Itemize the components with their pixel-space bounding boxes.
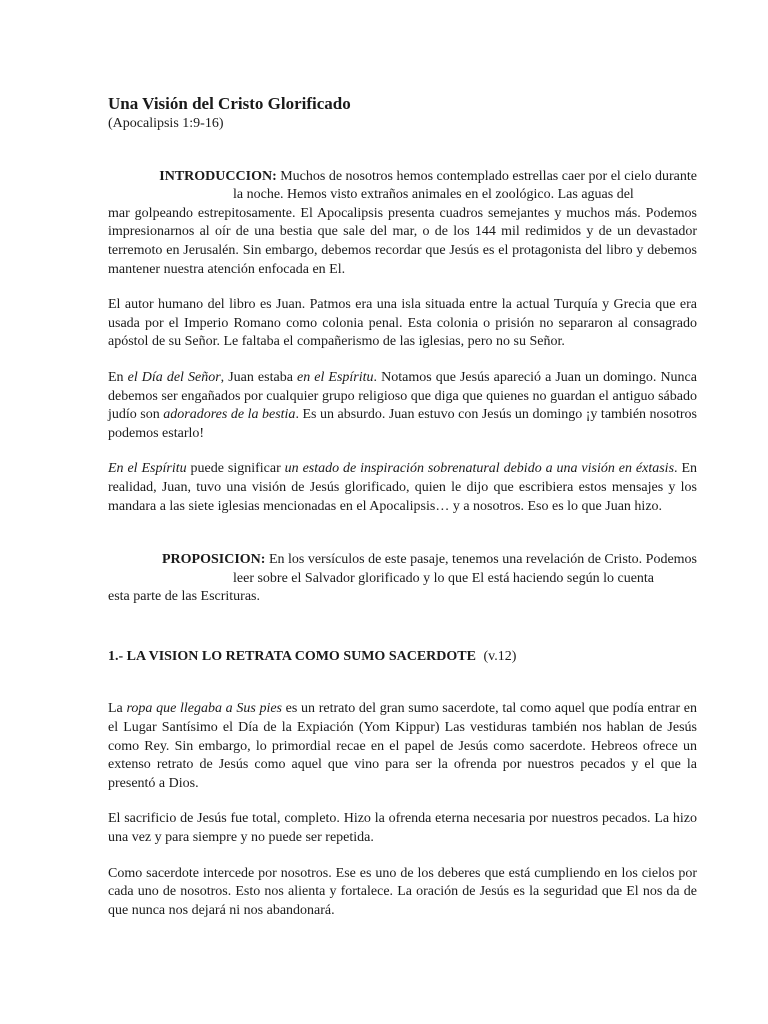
section-heading-text: 1.- LA VISION LO RETRATA COMO SUMO SACERDOTE	[108, 648, 476, 664]
intercession-paragraph: Como sacerdote intercede por nosotros. Ese es uno de los deberes que está cumpliendo en los cielos por cada uno de nosotros. Esto nos alienta y fortalece. La oración de Jesús es la seguridad que El nos da de que nunca nos dejará ni nos abandonará.	[108, 865, 697, 918]
introduction-first-line: INTRODUCCION: Muchos de nosotros hemos contemplado estrellas caer por el cielo durante	[159, 168, 697, 184]
document-page	[108, 94, 697, 920]
introduction-label: INTRODUCCION:	[159, 168, 277, 184]
proposition-paragraph	[108, 551, 697, 607]
author-paragraph: El autor humano del libro es Juan. Patmos era una isla situada entre la actual Turquía y Grecia que era usada por el Imperio Romano como colonia penal. Esta colonia o prisión no separaron al consagrado apóstol de su Señor. Le faltaba el compañerismo de las iglesias, pero no su Señor.	[108, 297, 697, 350]
section-heading	[108, 648, 697, 667]
scripture-reference: (Apocalipsis 1:9-16)	[108, 116, 224, 131]
proposition-second-line: leer sobre el Salvador glorificado y lo que El está haciendo según lo cuenta	[233, 570, 655, 586]
introduction-body: mar golpeando estrepitosamente. El Apocalipsis presenta cuadros semejantes y muchos más. Podemos impresionarnos al oír de una bestia que sale del mar, o de los 144 mil redimidos y de un devastador terremoto en Jerusalén. Sin embargo, debemos recordar que Jesús es el protagonista del libro y debemos mantener nuestra atención enfocada en El.	[108, 205, 697, 277]
introduction-second-line: la noche. Hemos visto extraños animales en el zoológico. Las aguas del	[233, 187, 634, 203]
in-the-spirit-paragraph: En el Espíritu puede significar un estado de inspiración sobrenatural debido a una visión en éxtasis. En realidad, Juan, tuvo una visión de Jesús glorificado, quien le dijo que escribiera estos mensajes y los mandara a las siete iglesias mencionadas en el Apocalipsis… y a nosotros. Eso es lo que Juan hizo.	[108, 461, 697, 514]
lords-day-paragraph: En el Día del Señor, Juan estaba en el Espíritu. Notamos que Jesús apareció a Juan un domingo. Nunca debemos ser engañados por cualquier grupo religioso que diga que quienes no guardan el antiguo sábado judío son adoradores de la bestia. Es un absurdo. Juan estuvo con Jesús un domingo ¡y también nosotros podemos estarlo!	[108, 369, 697, 441]
introduction-paragraph	[108, 168, 697, 280]
robe-paragraph: La ropa que llegaba a Sus pies es un retrato del gran sumo sacerdote, tal como aquel que podía entrar en el Lugar Santísimo el Día de la Expiación (Yom Kippur) Las vestiduras también nos hablan de Jesús como Rey. Sin embargo, lo primordial recae en el papel de Jesús como sacerdote. Hebreos ofrece un extenso retrato de Jesús como aquel que vino para ser la ofrenda por nuestros pecados y el que la presentó a Dios.	[108, 701, 698, 791]
sacrifice-paragraph: El sacrificio de Jesús fue total, completo. Hizo la ofrenda eterna necesaria por nuestros pecados. La hizo una vez y para siempre y no puede ser repetida.	[108, 811, 697, 846]
proposition-body: esta parte de las Escrituras.	[108, 589, 260, 605]
section-verse-reference: (v.12)	[483, 648, 517, 664]
proposition-first-line: PROPOSICION: En los versículos de este pasaje, tenemos una revelación de Cristo. Podemos	[161, 552, 697, 568]
document-title: Una Visión del Cristo Glorificado	[108, 94, 351, 113]
proposition-label: PROPOSICION:	[161, 552, 266, 568]
